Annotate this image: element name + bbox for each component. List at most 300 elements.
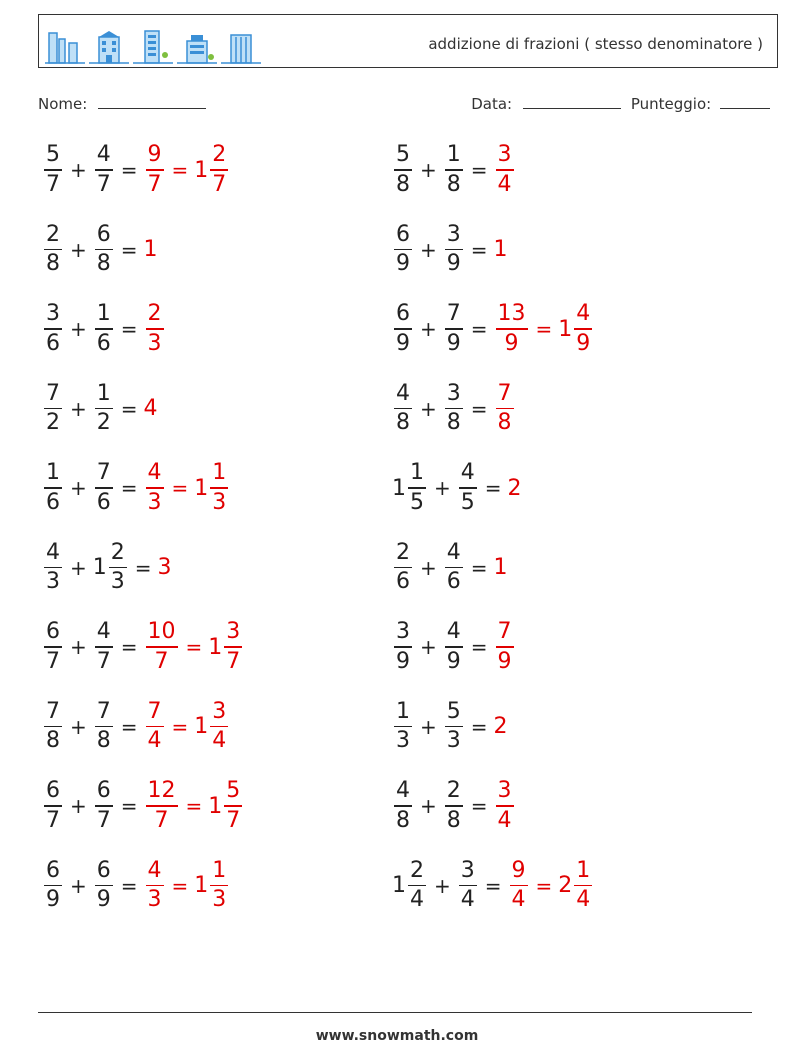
addend-2-bar [445, 567, 463, 569]
problem-item [42, 138, 230, 202]
addend-1-numerator: 6 [46, 778, 60, 804]
answer-mixed-bar [210, 885, 228, 887]
addend-2-denominator: 8 [446, 410, 461, 436]
answer-mixed-numerator: 1 [212, 857, 227, 883]
addend-2-numerator: 2 [446, 778, 461, 804]
plus-sign: + [420, 396, 437, 421]
answer-fraction-denominator: 8 [497, 410, 512, 436]
answer-mixed-denominator: 7 [212, 171, 227, 197]
problem-item [42, 615, 244, 679]
tower-icon [133, 29, 173, 65]
addend-2-bar [95, 169, 113, 171]
addend-1 [408, 462, 426, 514]
answer-fraction [496, 621, 514, 673]
equals-sign: = [470, 237, 488, 262]
addend-1-numerator: 2 [396, 539, 410, 565]
addend-1-bar [394, 408, 412, 410]
answer-mixed [224, 621, 242, 673]
addend-1-denominator: 4 [410, 887, 424, 913]
addend-2-denominator: 8 [446, 171, 461, 197]
addend-1-bar [394, 646, 412, 648]
problem-item [42, 377, 158, 441]
addend-1-numerator: 6 [46, 857, 60, 883]
answer-mixed-denominator: 7 [226, 807, 241, 833]
name-blank[interactable] [98, 94, 206, 109]
equals-sign: = [470, 635, 488, 659]
equals-sign: = [470, 714, 488, 739]
addend-2 [445, 144, 463, 196]
addend-2 [95, 144, 113, 196]
addend-2-numerator: 1 [96, 301, 111, 327]
addend-1-denominator: 8 [46, 728, 60, 754]
addend-2 [95, 857, 113, 913]
answer-mixed-whole: 1 [558, 316, 573, 342]
plus-sign: + [434, 873, 451, 898]
addend-1-whole: 1 [392, 475, 406, 501]
addend-2 [445, 221, 463, 277]
addend-1-numerator: 7 [46, 698, 60, 724]
addend-2-bar [445, 328, 463, 330]
addend-1-denominator: 8 [46, 251, 60, 277]
addend-1 [394, 539, 412, 595]
answer-mixed-whole: 1 [194, 157, 209, 183]
answer-fraction-denominator: 4 [497, 807, 512, 833]
addend-1-denominator: 7 [46, 807, 60, 833]
addend-1-numerator: 2 [46, 221, 60, 247]
addend-2-numerator: 6 [96, 221, 111, 247]
addend-1 [44, 539, 62, 595]
problem-item [392, 297, 594, 361]
addend-1-bar [44, 487, 62, 489]
addend-1-numerator: 3 [396, 619, 410, 645]
answer-fraction-denominator: 3 [147, 330, 162, 356]
answer-mixed [210, 698, 228, 754]
answer-fraction [146, 857, 164, 913]
answer-fraction [496, 780, 514, 832]
answer-fraction [146, 144, 164, 196]
score-label: Punteggio: [630, 95, 712, 113]
answer-mixed [574, 303, 592, 355]
addend-2-numerator: 3 [446, 380, 461, 406]
addend-2-denominator: 7 [96, 171, 111, 197]
worksheet-header [38, 14, 778, 68]
equals-sign: = [120, 158, 138, 182]
addend-1-denominator: 2 [46, 410, 60, 436]
answer-fraction-denominator: 4 [511, 887, 526, 913]
addend-1-bar [394, 249, 412, 251]
addend-2-numerator: 6 [96, 778, 111, 804]
answer-fraction-numerator: 3 [497, 778, 512, 804]
worksheet-title: addizione di frazioni ( stesso denominatore ) [428, 35, 763, 53]
problem-item [392, 774, 516, 838]
addend-2-bar [95, 805, 113, 807]
addend-2-bar [95, 487, 113, 489]
answer-fraction-numerator: 12 [147, 778, 176, 804]
equals-sign: = [120, 794, 138, 818]
answer-mixed-denominator: 9 [576, 330, 591, 356]
answer-fraction-denominator: 7 [154, 648, 169, 674]
plus-sign: + [70, 794, 87, 818]
addend-1-bar [408, 487, 426, 489]
plus-sign: + [70, 635, 87, 659]
addend-2-numerator: 1 [96, 380, 111, 406]
addend-2 [95, 303, 113, 355]
answer-fraction [146, 621, 178, 673]
answer-mixed-numerator: 3 [212, 698, 227, 724]
answer-fraction-bar [146, 169, 164, 171]
addend-1-bar [394, 567, 412, 569]
addend-1-denominator: 3 [46, 569, 60, 595]
problem-item [392, 218, 508, 282]
addend-1 [44, 303, 62, 355]
addend-2-denominator: 8 [96, 728, 111, 754]
addend-1-numerator: 1 [46, 460, 60, 486]
addend-1-bar [44, 726, 62, 728]
answer-equals-sign: = [171, 476, 189, 500]
addend-2-whole: 1 [92, 555, 107, 580]
answer-fraction-numerator: 4 [147, 857, 162, 883]
addend-2-denominator: 9 [446, 330, 461, 356]
plus-sign: + [70, 714, 87, 739]
answer-mixed [574, 857, 592, 913]
equals-sign: = [470, 794, 488, 818]
plus-sign: + [420, 714, 437, 739]
score-blank[interactable] [720, 94, 770, 109]
addend-2 [445, 380, 463, 436]
problem-item [42, 218, 158, 282]
addend-1-denominator: 8 [396, 171, 410, 197]
addend-1-numerator: 7 [46, 380, 60, 406]
addend-1-denominator: 9 [396, 648, 410, 674]
addend-2-bar [95, 328, 113, 330]
addend-1 [44, 698, 62, 754]
equals-sign: = [120, 635, 138, 659]
addend-2-denominator: 5 [460, 489, 475, 515]
addend-2-bar [445, 726, 463, 728]
addend-1-bar [394, 328, 412, 330]
answer-fraction-numerator: 2 [147, 301, 162, 327]
addend-2-bar [95, 249, 113, 251]
answer-fraction-bar [510, 885, 528, 887]
addend-1-bar [44, 805, 62, 807]
addend-1-bar [44, 408, 62, 410]
addend-2-denominator: 9 [446, 648, 461, 674]
addend-1 [394, 698, 412, 754]
addend-2-denominator: 8 [96, 251, 111, 277]
answer-mixed-bar [210, 487, 228, 489]
answer-fraction-bar [496, 169, 514, 171]
equals-sign: = [470, 317, 488, 341]
problem-item [42, 695, 230, 759]
addend-2-numerator: 5 [446, 698, 461, 724]
answer-mixed-bar [224, 805, 242, 807]
addend-1-bar [394, 169, 412, 171]
equals-sign: = [120, 873, 138, 898]
answer-mixed-numerator: 1 [576, 857, 591, 883]
plus-sign: + [434, 476, 451, 500]
addend-1-whole: 1 [392, 873, 406, 898]
answer-fraction-numerator: 7 [147, 698, 162, 724]
plus-sign: + [70, 476, 87, 500]
addend-1 [44, 621, 62, 673]
addend-1-denominator: 5 [410, 489, 424, 515]
equals-sign: = [134, 555, 152, 580]
addend-2-bar [445, 805, 463, 807]
addend-2-bar [459, 487, 477, 489]
answer-fraction-bar [496, 328, 528, 330]
answer-fraction-denominator: 9 [497, 648, 512, 674]
answer-mixed-whole: 1 [194, 873, 209, 898]
skyscraper-icon [45, 29, 85, 65]
equals-sign: = [120, 714, 138, 739]
problem-item [392, 456, 522, 520]
answer-equals-sign: = [535, 873, 553, 898]
addend-2-bar [109, 567, 127, 569]
addend-2-numerator: 4 [96, 142, 111, 168]
answer-mixed-denominator: 4 [576, 887, 591, 913]
problem-item [392, 377, 516, 441]
answer-integer: 3 [157, 555, 172, 580]
answer-fraction [146, 462, 164, 514]
answer-fraction [496, 380, 514, 436]
problem-item [42, 456, 230, 520]
addend-2-denominator: 6 [96, 330, 111, 356]
addend-2-numerator: 7 [96, 460, 111, 486]
addend-2-bar [95, 726, 113, 728]
addend-1-numerator: 1 [396, 698, 410, 724]
addend-1-denominator: 6 [46, 489, 60, 515]
answer-mixed-bar [574, 885, 592, 887]
addend-1-denominator: 8 [396, 410, 410, 436]
plus-sign: + [420, 237, 437, 262]
addend-1 [394, 380, 412, 436]
answer-fraction-bar [146, 805, 178, 807]
problem-item [42, 297, 166, 361]
answer-mixed [224, 780, 242, 832]
plus-sign: + [70, 237, 87, 262]
date-blank[interactable] [523, 94, 621, 109]
answer-fraction [510, 857, 528, 913]
addend-2 [445, 621, 463, 673]
answer-fraction [496, 144, 514, 196]
addend-1-denominator: 3 [396, 728, 410, 754]
answer-fraction-numerator: 10 [147, 619, 176, 645]
answer-fraction-denominator: 3 [147, 887, 162, 913]
plus-sign: + [420, 317, 437, 341]
addend-2 [445, 698, 463, 754]
answer-fraction-denominator: 9 [504, 330, 519, 356]
answer-fraction-bar [496, 646, 514, 648]
addend-1-denominator: 7 [46, 648, 60, 674]
answer-fraction [146, 698, 164, 754]
answer-mixed-denominator: 3 [212, 887, 227, 913]
answer-fraction [146, 303, 164, 355]
addend-1 [44, 857, 62, 913]
answer-mixed-denominator: 7 [226, 648, 241, 674]
plus-sign: + [70, 158, 87, 182]
addend-2-numerator: 7 [96, 698, 111, 724]
addend-2 [95, 221, 113, 277]
answer-fraction-bar [146, 726, 164, 728]
addend-1-bar [44, 567, 62, 569]
addend-1 [408, 857, 426, 913]
answer-fraction-denominator: 4 [497, 171, 512, 197]
addend-2-denominator: 3 [110, 569, 125, 595]
equals-sign: = [120, 396, 138, 421]
addend-2 [95, 462, 113, 514]
problem-item [392, 138, 516, 202]
addend-1 [394, 780, 412, 832]
answer-fraction-numerator: 9 [147, 142, 162, 168]
addend-2-numerator: 4 [96, 619, 111, 645]
equals-sign: = [484, 873, 502, 898]
addend-1-numerator: 6 [396, 221, 410, 247]
addend-2 [95, 621, 113, 673]
addend-1 [394, 221, 412, 277]
answer-mixed-numerator: 5 [226, 778, 241, 804]
answer-fraction-numerator: 13 [497, 301, 526, 327]
answer-mixed-bar [210, 726, 228, 728]
addend-1 [394, 144, 412, 196]
answer-fraction-numerator: 3 [497, 142, 512, 168]
addend-1-numerator: 6 [46, 619, 60, 645]
problem-item [392, 615, 516, 679]
plus-sign: + [420, 158, 437, 182]
office-building-icon [89, 29, 129, 65]
answer-mixed-whole: 1 [208, 793, 223, 819]
answer-equals-sign: = [535, 317, 553, 341]
answer-integer: 2 [493, 714, 508, 739]
equals-sign: = [120, 237, 138, 262]
addend-1 [394, 303, 412, 355]
addend-2-bar [445, 169, 463, 171]
answer-integer: 1 [493, 237, 508, 262]
date-label: Data: [471, 95, 513, 113]
addend-1-denominator: 9 [396, 330, 410, 356]
addend-1 [44, 144, 62, 196]
answer-fraction [146, 780, 178, 832]
plus-sign: + [70, 317, 87, 341]
addend-2 [445, 539, 463, 595]
addend-1-numerator: 2 [410, 857, 424, 883]
answer-equals-sign: = [171, 158, 189, 182]
answer-mixed-bar [210, 169, 228, 171]
addend-2-denominator: 2 [96, 410, 111, 436]
answer-mixed-whole: 1 [194, 714, 209, 739]
answer-fraction-bar [146, 646, 178, 648]
addend-2-numerator: 7 [446, 301, 461, 327]
answer-mixed-bar [224, 646, 242, 648]
plus-sign: + [70, 396, 87, 421]
problem-item [392, 854, 594, 918]
footer-divider [38, 1012, 752, 1013]
answer-fraction-numerator: 4 [147, 460, 162, 486]
addend-2 [459, 462, 477, 514]
addend-2-numerator: 4 [460, 460, 475, 486]
answer-fraction-bar [146, 328, 164, 330]
answer-fraction-bar [496, 805, 514, 807]
answer-mixed-numerator: 1 [212, 460, 227, 486]
addend-1-bar [44, 885, 62, 887]
name-field [38, 94, 206, 113]
equals-sign: = [470, 555, 488, 580]
answer-equals-sign: = [185, 635, 203, 659]
problem-item [392, 536, 508, 600]
addend-2-denominator: 8 [446, 807, 461, 833]
addend-2 [95, 780, 113, 832]
answer-mixed-bar [574, 328, 592, 330]
plus-sign: + [420, 555, 437, 580]
addend-2-numerator: 1 [446, 142, 461, 168]
answer-mixed-numerator: 2 [212, 142, 227, 168]
addend-2-bar [459, 885, 477, 887]
addend-2 [445, 780, 463, 832]
addend-2 [445, 303, 463, 355]
addend-2 [109, 539, 127, 595]
answer-integer: 1 [493, 555, 508, 580]
answer-integer: 1 [143, 237, 158, 262]
addend-2-denominator: 4 [460, 887, 475, 913]
answer-fraction-numerator: 7 [497, 619, 512, 645]
answer-fraction-bar [496, 408, 514, 410]
addend-2-denominator: 6 [446, 569, 461, 595]
answer-integer: 2 [507, 475, 522, 501]
answer-mixed [210, 462, 228, 514]
equals-sign: = [120, 476, 138, 500]
answer-fraction [496, 303, 528, 355]
addend-2 [95, 380, 113, 436]
addend-2 [95, 698, 113, 754]
addend-1 [44, 380, 62, 436]
columns-building-icon [221, 29, 261, 65]
plus-sign: + [420, 635, 437, 659]
addend-1-numerator: 4 [396, 778, 410, 804]
addend-1-bar [408, 885, 426, 887]
answer-integer: 4 [143, 396, 158, 421]
addend-2-numerator: 4 [446, 619, 461, 645]
answer-mixed-denominator: 3 [212, 489, 227, 515]
addend-1-denominator: 9 [396, 251, 410, 277]
addend-2-denominator: 3 [446, 728, 461, 754]
addend-2-numerator: 2 [110, 539, 125, 565]
addend-2-bar [445, 408, 463, 410]
answer-fraction-bar [146, 487, 164, 489]
equals-sign: = [470, 158, 488, 182]
addend-2 [459, 857, 477, 913]
answer-fraction-numerator: 7 [497, 380, 512, 406]
answer-equals-sign: = [185, 794, 203, 818]
addend-1 [44, 462, 62, 514]
plus-sign: + [70, 555, 87, 580]
addend-2-bar [445, 249, 463, 251]
addend-1-numerator: 6 [396, 301, 410, 327]
answer-fraction-denominator: 4 [147, 728, 162, 754]
footer-url: www.snowmath.com [315, 1028, 479, 1044]
answer-fraction-denominator: 7 [147, 171, 162, 197]
addend-2-denominator: 7 [96, 648, 111, 674]
answer-equals-sign: = [171, 873, 189, 898]
addend-2-numerator: 6 [96, 857, 111, 883]
addend-1 [44, 221, 62, 277]
addend-1-numerator: 3 [46, 301, 60, 327]
addend-2-bar [445, 646, 463, 648]
addend-1-bar [394, 805, 412, 807]
equals-sign: = [484, 476, 502, 500]
equals-sign: = [470, 396, 488, 421]
addend-1-numerator: 5 [46, 142, 60, 168]
addend-1-bar [394, 726, 412, 728]
answer-mixed-numerator: 4 [576, 301, 591, 327]
